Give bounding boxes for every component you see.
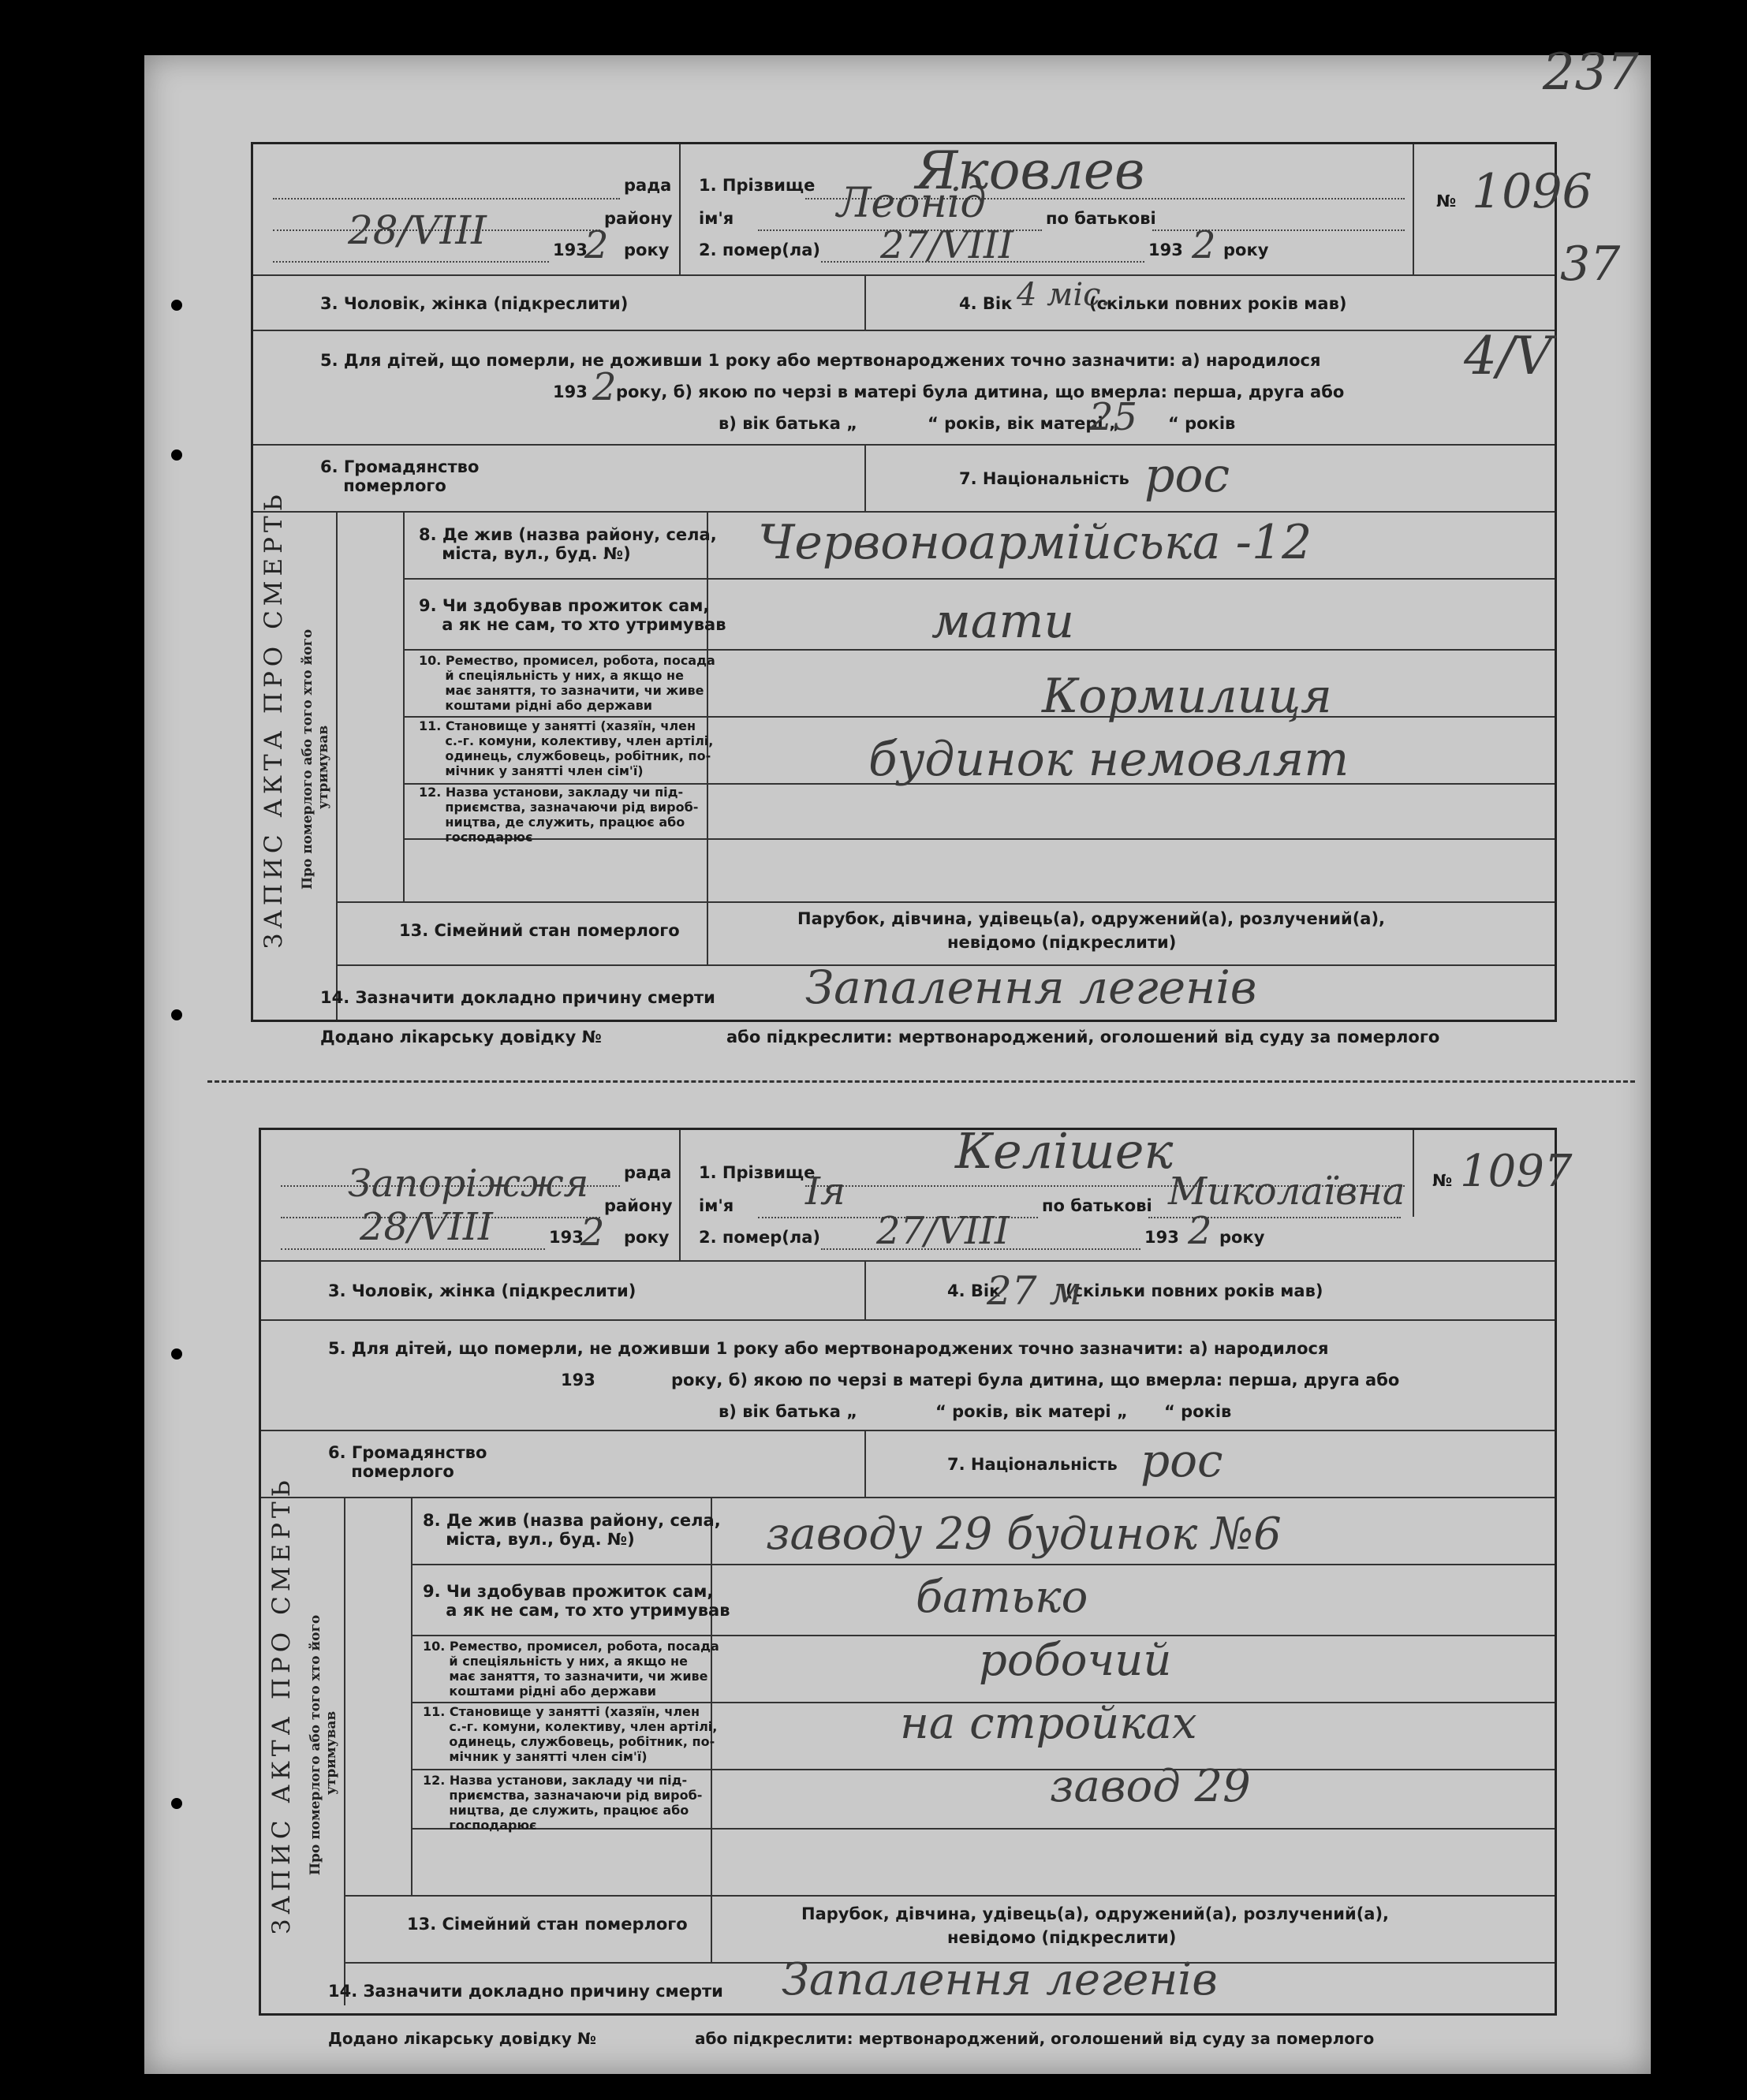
death-cause: Запалення легенів bbox=[805, 960, 1257, 1014]
form-label: 193 bbox=[549, 1228, 584, 1247]
form-label: “ років bbox=[1168, 414, 1236, 433]
handwritten-entry: 2 bbox=[580, 1210, 605, 1255]
form-label: Додано лікарську довідку № bbox=[320, 1028, 602, 1046]
handwritten-entry: Келішек bbox=[955, 1122, 1174, 1180]
form-label: 7. Національність bbox=[959, 469, 1129, 488]
form-label: 1. Прізвище bbox=[699, 1163, 816, 1182]
residence: Червоноармійська -12 bbox=[758, 515, 1312, 570]
form-label: “ років, вік матері „ bbox=[928, 414, 1120, 433]
form-label: 193 bbox=[553, 241, 588, 259]
rada-name: Запоріжжя bbox=[348, 1162, 589, 1206]
rule-line bbox=[344, 1497, 345, 2005]
rule-line bbox=[679, 1130, 681, 1260]
handwritten-entry: 2 bbox=[592, 365, 617, 409]
form-label: 8. Де жив (назва району, села, міста, вул., буд. №) bbox=[423, 1511, 721, 1549]
rule-line bbox=[253, 511, 1555, 513]
form-label: 193 bbox=[1148, 241, 1183, 259]
form-label: 4. Вік bbox=[947, 1281, 1001, 1300]
handwritten-entry: рос bbox=[1140, 1434, 1223, 1487]
form-label: року, б) якою по черзі в матері була дитина, що вмерла: перша, друга або bbox=[616, 382, 1345, 401]
occupation: Кормилиця bbox=[1042, 669, 1332, 724]
rule-line bbox=[261, 1319, 1555, 1321]
form-label: Додано лікарську довідку № bbox=[328, 2029, 596, 2048]
side-title: ЗАПИС АКТА ПРО СМЕРТЬ bbox=[259, 490, 288, 949]
child-born: 4/V bbox=[1464, 326, 1552, 386]
patronymic: Миколаївна bbox=[1168, 1169, 1405, 1214]
mother-age: 25 bbox=[1089, 395, 1138, 439]
form-label: ім'я bbox=[699, 1196, 734, 1215]
handwritten-entry: 2 bbox=[1188, 1209, 1212, 1253]
rule-line bbox=[261, 1497, 1555, 1498]
rule-line bbox=[253, 444, 1555, 446]
handwritten-entry: заводу 29 будинок №6 bbox=[766, 1509, 1282, 1560]
rule-line bbox=[864, 444, 866, 511]
form-label: 8. Де жив (назва району, села, міста, вул., буд. №) bbox=[419, 525, 717, 563]
rule-line bbox=[1152, 229, 1405, 231]
rule-line bbox=[1413, 144, 1414, 274]
handwritten-entry: 27 м bbox=[987, 1268, 1082, 1314]
sheet-number: 37 bbox=[1560, 237, 1621, 292]
form-label: невідомо (підкреслити) bbox=[947, 933, 1177, 952]
rule-line bbox=[273, 198, 620, 200]
side-subtitle: утримував bbox=[315, 725, 331, 810]
age: 4 міс. bbox=[1017, 277, 1111, 313]
form-label: 13. Сімейний стан померлого bbox=[399, 921, 680, 940]
form-label: (скільки повних років мав) bbox=[1066, 1281, 1323, 1300]
rule-line bbox=[1148, 1217, 1401, 1218]
form-label: 9. Чи здобував прожиток сам, а як не сам, то хто утримував bbox=[423, 1582, 730, 1620]
form-label: 1. Прізвище bbox=[699, 176, 816, 195]
form-label: 12. Назва установи, закладу чи під- приємства, зазначаючи рід вироб- ництва, де служить, працює або господарює bbox=[423, 1773, 703, 1833]
form-label: 5. Для дітей, що померли, не доживши 1 року або мертвонароджених точно зазначити: а) народилося bbox=[320, 351, 1321, 370]
handwritten-entry: 1097 bbox=[1460, 1146, 1573, 1197]
form-label: року bbox=[1219, 1228, 1265, 1247]
rule-line bbox=[261, 1260, 1555, 1262]
form-label: 10. Ремество, промисел, робота, посада й спеціяльність у них, а якщо не має заняття, то зазначити, чи живе коштами рідні або держави bbox=[423, 1639, 719, 1699]
rule-line bbox=[864, 1260, 866, 1319]
form-label: № bbox=[1432, 1171, 1453, 1190]
support: мати bbox=[931, 594, 1075, 649]
died-date: 27/VIII bbox=[880, 223, 1013, 267]
archival-page bbox=[144, 43, 1651, 2074]
form-label: 14. Зазначити докладно причину смерти bbox=[320, 988, 715, 1007]
form-label: 13. Сімейний стан померлого bbox=[407, 1915, 688, 1934]
rule-line bbox=[253, 330, 1555, 331]
rule-line bbox=[403, 511, 405, 901]
workplace: завод 29 bbox=[1050, 1761, 1251, 1812]
form-label: 2. помер(ла) bbox=[699, 241, 821, 259]
record-number: 1096 bbox=[1472, 164, 1592, 219]
form-label: рада bbox=[624, 1163, 672, 1182]
page-number: 237 bbox=[1542, 43, 1639, 102]
form-label: або підкреслити: мертвонароджений, оголошений від суду за померлого bbox=[695, 2029, 1375, 2048]
handwritten-entry: батько bbox=[916, 1572, 1088, 1623]
punch-hole bbox=[171, 1798, 182, 1809]
rule-line bbox=[1413, 1130, 1414, 1217]
surname: Яковлев bbox=[916, 140, 1145, 201]
rule-line bbox=[336, 901, 1555, 903]
died-year: 2 bbox=[1192, 223, 1216, 267]
form-label: району bbox=[604, 209, 673, 228]
form-label: № bbox=[1436, 192, 1457, 211]
form-label: 11. Становище у занятті (хазяїн, член с.-г. комуни, колективу, член артілі, одинець, службовець, робітник, по- мічник у занятті член сім'ї) bbox=[419, 718, 714, 778]
rule-line bbox=[679, 144, 681, 274]
rule-line bbox=[403, 649, 1555, 651]
form-label: 3. Чоловік, жінка (підкреслити) bbox=[320, 294, 629, 313]
form-label: по батькові bbox=[1046, 209, 1156, 228]
form-label: 9. Чи здобував прожиток сам, а як не сам, то хто утримував bbox=[419, 596, 726, 634]
form-label: по батькові bbox=[1042, 1196, 1152, 1215]
form-label: 10. Ремество, промисел, робота, посада й спеціяльність у них, а якщо не має заняття, то зазначити, чи живе коштами рідні або держави bbox=[419, 653, 715, 713]
handwritten-entry: 27/VIII bbox=[876, 1209, 1010, 1253]
form-label: 193 bbox=[561, 1371, 595, 1389]
form-label: 6. Громадянство померлого bbox=[320, 457, 480, 495]
form-label: району bbox=[604, 1196, 673, 1215]
form-label: року bbox=[624, 1228, 670, 1247]
given-name: Леонід bbox=[837, 180, 987, 227]
form-label: невідомо (підкреслити) bbox=[947, 1928, 1177, 1947]
rule-line bbox=[253, 274, 1555, 276]
punch-hole bbox=[171, 1009, 182, 1020]
form-label: 2. помер(ла) bbox=[699, 1228, 821, 1247]
position: будинок немовлят bbox=[868, 732, 1349, 787]
rule-line bbox=[864, 274, 866, 330]
registered-year: 2 bbox=[584, 223, 609, 267]
form-label: 12. Назва установи, закладу чи під- приємства, зазначаючи рід вироб- ництва, де служить, працює або господарює bbox=[419, 785, 699, 845]
side-subtitle: Про померлого або того хто його bbox=[300, 629, 315, 890]
nationality: рос bbox=[1144, 448, 1230, 503]
form-label: року, б) якою по черзі в матері була дитина, що вмерла: перша, друга або bbox=[671, 1371, 1400, 1389]
side-subtitle: утримував bbox=[323, 1710, 339, 1796]
rule-line bbox=[411, 1497, 412, 1895]
form-label: 14. Зазначити докладно причину смерти bbox=[328, 1982, 723, 2001]
form-label: року bbox=[624, 241, 670, 259]
death-record-2: ЗАПИС АКТА ПРО СМЕРТЬ рада району 193 року Запоріжжя 28/VIII 2 1. Прізвище ім'я по батькові 2. помер(ла) 193 року Келішек Ія Миколаївна 27/VIII 2 № 1097 3. Чоловік, жінка (підкреслити) 4. Вік (скільки повних років мав) 27 м 5. Для дітей, що померли, не доживши 1 року або мертвонароджених точно зазначити: а) народилося 193 року, б) якою по черзі в матері була дитина, що вмерла: перша, друга або в) вік батька „ “ років, вік матері „ “ років 6. Громадянство померлого 7. Національність рос Про померлого або того хто його утримував 8. Де жив (назва району, села, міста, вул., буд. №) 9. Чи здобував прожиток сам, а як не сам, то хто утримував 10. Ремество, промисел, робота, посада й спеціяльність у них, а якщо не має заняття, то зазначити, чи живе коштами рідні або держави 11. Становище у занятті (хазяїн, член с.-г. комуни, колективу, член артілі, одинець, службовець, робітник, по- мічник у занятті член сім'ї) 12. Назва установи, закладу чи під- приємства, зазначаючи рід вироб- ництва, де служить, працює або господарює заводу 29 будинок №6 батько робочий на стройках завод 29 13. Сімейний стан померлого Парубок, дівчина, удівець(а), одружений(а), розлучений(а), невідомо (підкреслити) 14. Зазначити докладно причину смерти Запалення легенів Додано лікарську довідку № або підкреслити: мертвонароджений, оголошений від суду за померлого bbox=[259, 1128, 1557, 2016]
rule-line bbox=[403, 578, 1555, 580]
form-label: 193 bbox=[1144, 1228, 1179, 1247]
rule-line bbox=[344, 1895, 1555, 1897]
form-label: 4. Вік bbox=[959, 294, 1013, 313]
rule-line bbox=[411, 1769, 1555, 1770]
form-label: 193 bbox=[553, 382, 588, 401]
form-label: або підкреслити: мертвонароджений, оголошений від суду за померлого bbox=[726, 1028, 1440, 1046]
rule-line bbox=[261, 1430, 1555, 1431]
form-label: в) вік батька „ bbox=[719, 1402, 858, 1421]
punch-hole bbox=[171, 300, 182, 311]
rule-line bbox=[864, 1430, 866, 1497]
form-label: 6. Громадянство померлого bbox=[328, 1443, 487, 1481]
punch-hole bbox=[171, 1348, 182, 1360]
form-label: 3. Чоловік, жінка (підкреслити) bbox=[328, 1281, 636, 1300]
form-label: “ років bbox=[1164, 1402, 1232, 1421]
form-label: (скільки повних років мав) bbox=[1089, 294, 1347, 313]
side-subtitle: Про померлого або того хто його bbox=[308, 1614, 323, 1876]
form-label: 7. Національність bbox=[947, 1455, 1118, 1474]
registered-date: 28/VIII bbox=[348, 207, 487, 253]
form-label: “ років, вік матері „ bbox=[935, 1402, 1128, 1421]
rule-line bbox=[403, 716, 1555, 718]
rule-line bbox=[411, 1564, 1555, 1565]
cut-line bbox=[207, 1080, 1635, 1083]
handwritten-entry: 28/VIII bbox=[360, 1205, 493, 1249]
form-label: 5. Для дітей, що померли, не доживши 1 року або мертвонароджених точно зазначити: а) народилося bbox=[328, 1339, 1329, 1358]
handwritten-entry: Запалення легенів bbox=[782, 1954, 1218, 2005]
rule-line bbox=[336, 511, 338, 1020]
punch-hole bbox=[171, 449, 182, 461]
form-label: року bbox=[1223, 241, 1269, 259]
form-label: Парубок, дівчина, удівець(а), одружений(а), розлучений(а), bbox=[801, 1904, 1390, 1923]
form-label: ім'я bbox=[699, 209, 734, 228]
form-label: в) вік батька „ bbox=[719, 414, 858, 433]
rule-line bbox=[273, 261, 549, 263]
form-label: рада bbox=[624, 176, 672, 195]
handwritten-entry: на стройках bbox=[900, 1698, 1197, 1749]
handwritten-entry: Ія bbox=[805, 1169, 846, 1214]
form-label: Парубок, дівчина, удівець(а), одружений(а), розлучений(а), bbox=[797, 909, 1386, 928]
handwritten-entry: робочий bbox=[979, 1635, 1172, 1686]
form-label: 11. Становище у занятті (хазяїн, член с.-г. комуни, колективу, член артілі, одинець, службовець, робітник, по- мічник у занятті член сім'ї) bbox=[423, 1704, 718, 1764]
